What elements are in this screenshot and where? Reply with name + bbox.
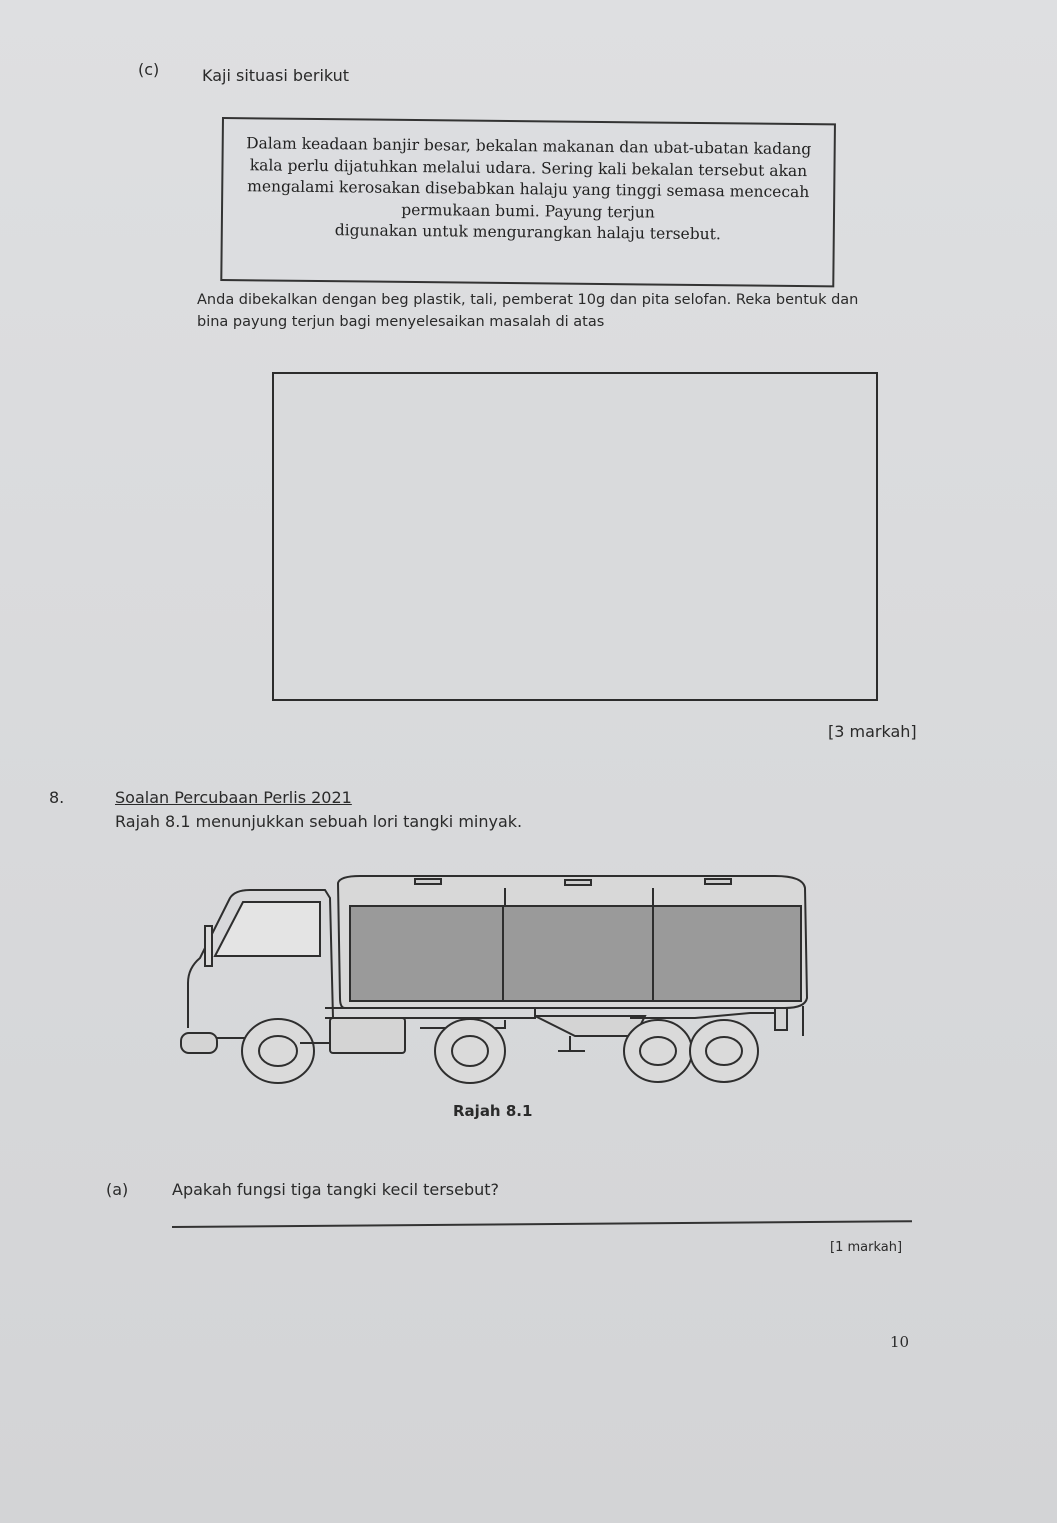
scenario-line: mengalami kerosakan disebabkan halaju yang tinggi semasa mencecah (247, 177, 810, 202)
cab-window (215, 902, 320, 956)
part-a-question: Apakah fungsi tiga tangki kecil tersebut? (172, 1180, 500, 1199)
question-source: Soalan Percubaan Perlis 2021 (115, 788, 352, 807)
side-mirror (205, 926, 212, 966)
tank-compartment (653, 906, 801, 1001)
tank-compartment (350, 906, 503, 1001)
tank-compartment (503, 906, 653, 1001)
page-number: 10 (890, 1333, 910, 1351)
answer-line[interactable] (172, 1220, 912, 1228)
scenario-line: kala perlu dijatuhkan melalui udara. Sering kali bekalan tersebut akan (249, 155, 808, 180)
scenario-line: digunakan untuk mengurangkan halaju tersebut. (334, 221, 721, 244)
front-bumper (181, 1033, 217, 1053)
oil-tanker-truck-figure (175, 868, 815, 1093)
task-text (197, 289, 897, 333)
scenario-line: permukaan bumi. Payung terjun (401, 200, 655, 222)
part-a-marks: [1 markah] (830, 1240, 903, 1255)
fuel-tank (330, 1018, 405, 1053)
scenario-line: Dalam keadaan banjir besar, bekalan makanan dan ubat-ubatan kadang (246, 134, 812, 159)
part-c-label: (c) (138, 60, 160, 79)
question-number: 8. (49, 788, 65, 807)
task-line: Anda dibekalkan dengan beg plastik, tali, pemberat 10g dan pita selofan. Reka bentuk dan (197, 292, 859, 308)
part-c-marks: [3 markah] (828, 722, 917, 741)
part-c-instruction: Kaji situasi berikut (202, 66, 350, 85)
design-answer-box[interactable] (272, 372, 878, 701)
question-intro: Rajah 8.1 menunjukkan sebuah lori tangki minyak. (115, 812, 523, 831)
scenario-box (220, 117, 836, 287)
scenario-text (223, 133, 834, 247)
task-line: bina payung terjun bagi menyelesaikan masalah di atas (197, 314, 605, 330)
figure-caption: Rajah 8.1 (453, 1102, 533, 1120)
part-a-label: (a) (106, 1180, 129, 1199)
